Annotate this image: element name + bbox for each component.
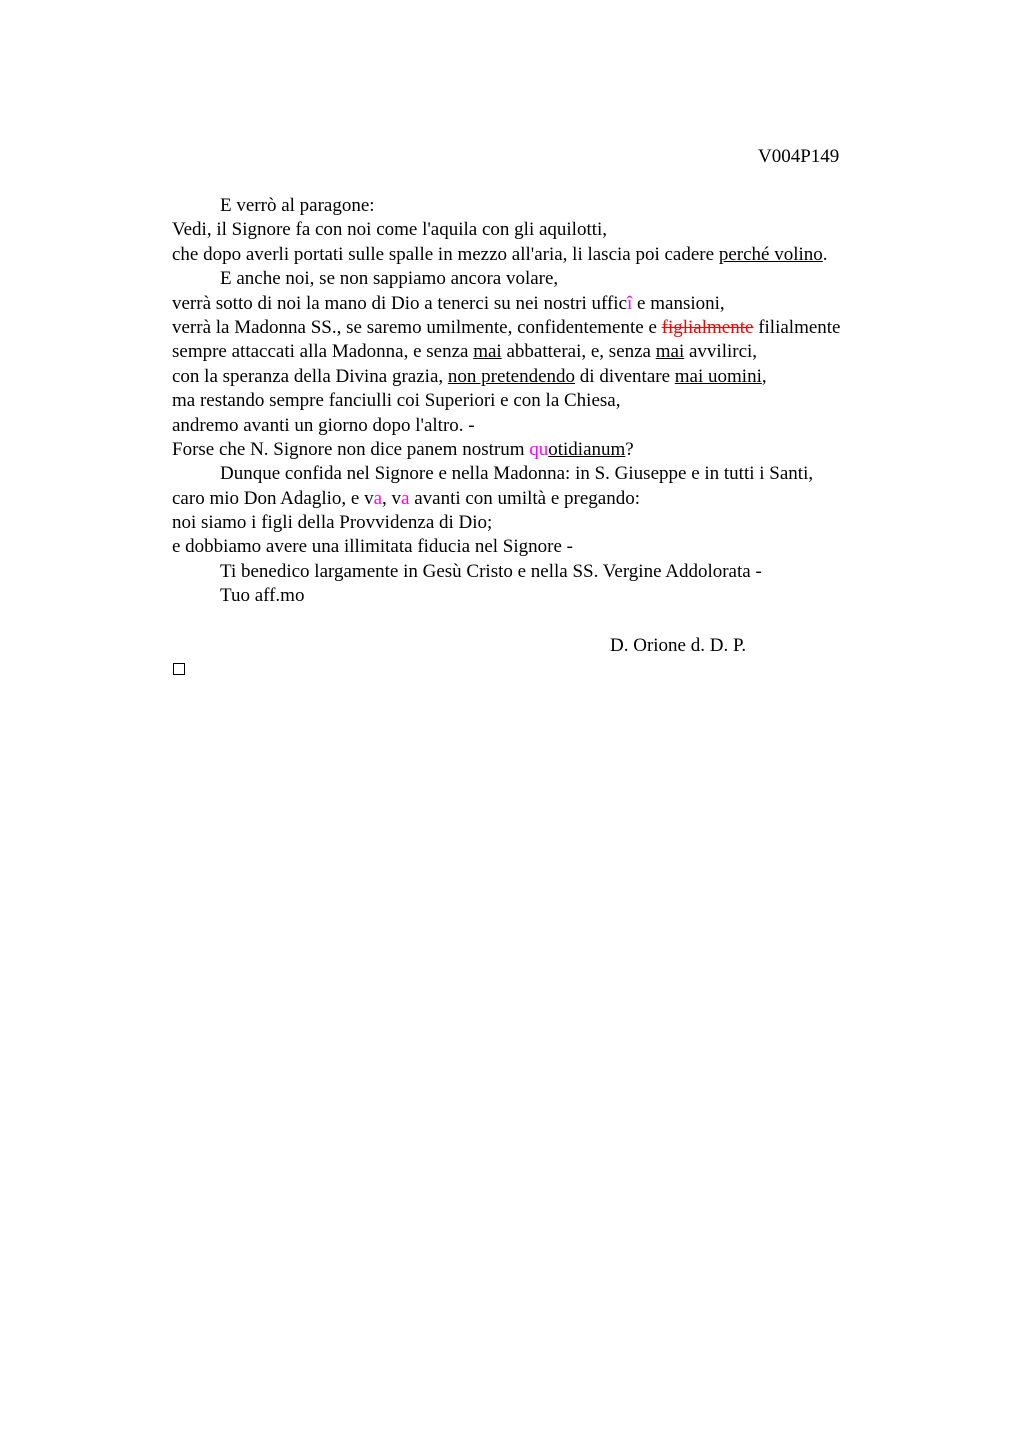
text-line [172,462,841,486]
deleted-text: figlialmente [661,316,754,338]
letter-body [172,194,841,609]
text-run: , [761,365,767,387]
underlined-text: perché volino [718,243,823,265]
text-run: Forse che N. Signore non dice panem nostrum [172,438,530,460]
page-id: V004P149 [758,146,840,167]
signature: D. Orione d. D. P. [610,635,747,656]
text-run: di diventare [575,365,675,387]
underlined-text: otidianum [548,438,626,460]
underlined-text: mai [473,341,502,363]
text-line [172,194,841,218]
text-line [172,267,841,291]
text-line [172,535,841,559]
underlined-text: non pretendendo [447,365,576,387]
text-run: e mansioni, [632,292,725,314]
text-run: noi siamo i figli della Provvidenza di Dio; [172,512,493,534]
end-of-document-box-icon [173,663,185,675]
text-line [172,511,841,535]
text-line [172,389,841,413]
inserted-text: qu [529,438,549,460]
closing-salutation: Tuo aff.mo [220,585,305,607]
text-line [172,292,841,316]
text-line [172,438,841,462]
text-run: . [822,243,828,265]
text-line [172,243,841,267]
text-line [172,560,841,584]
text-run: andremo avanti un giorno dopo l'altro. - [172,414,475,436]
text-run: Vedi, il Signore fa con noi come l'aquila con gli aquilotti, [172,219,608,241]
text-run: E anche noi, se non sappiamo ancora volare, [220,268,559,290]
text-run: avanti con umiltà e pregando: [409,487,641,509]
text-run: abbatterai, e, senza [501,341,656,363]
underlined-text: mai uomini [674,365,762,387]
text-run: con la speranza della Divina grazia, [172,365,448,387]
text-run: che dopo averli portati sulle spalle in mezzo all'aria, li lascia poi cadere [172,243,719,265]
text-run: Ti benedico largamente in Gesù Cristo e nella SS. Vergine Addolorata - [220,560,762,582]
text-run: caro mio Don Adaglio, e v [172,487,374,509]
text-run: ? [625,438,634,460]
text-line [172,316,841,340]
text-run: , v [382,487,402,509]
text-line [172,365,841,389]
text-line [172,414,841,438]
text-run: Dunque confida nel Signore e nella Madonna: in S. Giuseppe e in tutti i Santi, [220,463,814,485]
text-line [172,340,841,364]
text-run: verrà la Madonna SS., se saremo umilmente, confidentemente e [172,316,662,338]
text-line [172,487,841,511]
text-line [172,218,841,242]
text-run: E verrò al paragone: [220,195,375,216]
text-run: verrà sotto di noi la mano di Dio a tenerci su nei nostri uffic [172,292,628,314]
inserted-text: î [627,292,633,314]
text-run: e dobbiamo avere una illimitata fiducia nel Signore - [172,536,573,558]
text-line [172,584,841,608]
text-run: avvilirci, [684,341,758,363]
inserted-text: a [401,487,410,509]
inserted-text: a [373,487,383,509]
text-run: ma restando sempre fanciulli coi Superiori e con la Chiesa, [172,390,621,412]
text-run: filialmente [753,316,841,338]
text-run: sempre attaccati alla Madonna, e senza [172,341,474,363]
underlined-text: mai [655,341,685,363]
